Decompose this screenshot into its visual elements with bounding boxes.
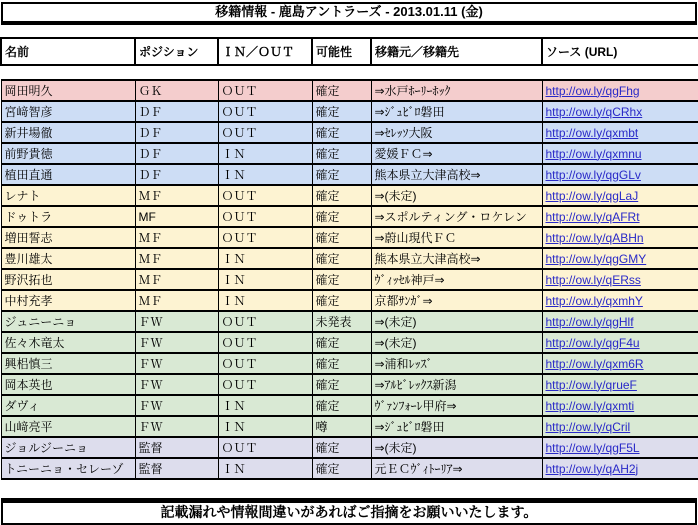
name-cell: 岡田明久 [1, 80, 135, 101]
name-cell: 野沢拓也 [1, 269, 135, 290]
source-link[interactable]: http://ow.ly/qgHlf [545, 314, 634, 329]
transfer-cell: ⇒スポルティング・ロケレン [371, 206, 542, 227]
probability-cell: 未発表 [312, 311, 371, 332]
probability-cell: 確定 [312, 332, 371, 353]
table-row [1, 311, 698, 332]
inout-cell: ＩＮ [218, 164, 312, 185]
source-url-cell [542, 185, 698, 206]
position-cell: ＭＦ [135, 269, 218, 290]
page-title: 移籍情報 - 鹿島アントラーズ - 2013.01.11 (金) [1, 2, 697, 25]
transfer-info-page [0, 2, 698, 525]
column-header-5: ソース (URL) [542, 38, 698, 65]
source-url-cell [542, 143, 698, 164]
position-cell: ＦＷ [135, 374, 218, 395]
source-link[interactable]: http://ow.ly/qAFRt [545, 209, 640, 224]
source-link[interactable]: http://ow.ly/qERss [545, 272, 641, 287]
column-header-0: 名前 [1, 38, 135, 65]
transfer-cell: ⇒ｱﾙﾋﾞﾚｯｸｽ新潟 [371, 374, 542, 395]
transfer-cell: ⇒蔚山現代ＦＣ [371, 227, 542, 248]
source-url-cell [542, 164, 698, 185]
source-url-cell [542, 395, 698, 416]
probability-cell: 確定 [312, 458, 371, 479]
source-url-cell [542, 122, 698, 143]
table-row [1, 269, 698, 290]
column-header-2: ＩＮ／ＯＵＴ [218, 38, 312, 65]
source-link[interactable]: http://ow.ly/qgGLv [545, 167, 641, 182]
source-link[interactable]: http://ow.ly/qABHn [545, 230, 644, 245]
table-row [1, 101, 698, 122]
spacer-row [1, 65, 698, 80]
name-cell: レナト [1, 185, 135, 206]
header-row [1, 38, 698, 65]
inout-cell: ＩＮ [218, 248, 312, 269]
transfer-table [0, 37, 698, 480]
transfer-cell: ⇒ｼﾞｭﾋﾞﾛ磐田 [371, 101, 542, 122]
spacer-cell [1, 65, 698, 80]
position-cell: 監督 [135, 458, 218, 479]
inout-cell: ＯＵＴ [218, 101, 312, 122]
name-cell: ジュニーニョ [1, 311, 135, 332]
source-url-cell [542, 311, 698, 332]
probability-cell: 確定 [312, 290, 371, 311]
transfer-cell: ⇒ｼﾞｭﾋﾞﾛ磐田 [371, 416, 542, 437]
position-cell: ＧＫ [135, 80, 218, 101]
inout-cell: ＯＵＴ [218, 374, 312, 395]
probability-cell: 確定 [312, 269, 371, 290]
name-cell: 植田直通 [1, 164, 135, 185]
name-cell: 増田誓志 [1, 227, 135, 248]
probability-cell: 確定 [312, 185, 371, 206]
table-row [1, 164, 698, 185]
table-row [1, 290, 698, 311]
name-cell: トニーニョ・セレーゾ [1, 458, 135, 479]
inout-cell: ＩＮ [218, 143, 312, 164]
position-cell: ＭＦ [135, 185, 218, 206]
column-header-3: 可能性 [312, 38, 371, 65]
name-cell: 新井場徹 [1, 122, 135, 143]
transfer-cell: 元ＥＣｳﾞｨﾄｰﾘｱ⇒ [371, 458, 542, 479]
source-url-cell [542, 332, 698, 353]
source-link[interactable]: http://ow.ly/qrueF [545, 377, 637, 392]
source-url-cell [542, 101, 698, 122]
inout-cell: ＯＵＴ [218, 185, 312, 206]
table-row [1, 395, 698, 416]
probability-cell: 確定 [312, 353, 371, 374]
table-row [1, 353, 698, 374]
probability-cell: 確定 [312, 227, 371, 248]
name-cell: 前野貴徳 [1, 143, 135, 164]
position-cell: ＤＦ [135, 101, 218, 122]
inout-cell: ＩＮ [218, 416, 312, 437]
transfer-cell: 熊本県立大津高校⇒ [371, 248, 542, 269]
table-row [1, 143, 698, 164]
probability-cell: 確定 [312, 122, 371, 143]
transfer-cell: 京都ｻﾝｶﾞ⇒ [371, 290, 542, 311]
inout-cell: ＩＮ [218, 290, 312, 311]
name-cell: ドゥトラ [1, 206, 135, 227]
position-cell: 監督 [135, 437, 218, 458]
source-url-cell [542, 416, 698, 437]
name-cell: 興梠慎三 [1, 353, 135, 374]
source-url-cell [542, 437, 698, 458]
transfer-cell: ｳﾞｨｯｾﾙ神戸⇒ [371, 269, 542, 290]
transfer-cell: ⇒水戸ﾎｰﾘｰﾎｯｸ [371, 80, 542, 101]
table-row [1, 227, 698, 248]
position-cell: ＦＷ [135, 332, 218, 353]
position-cell: ＤＦ [135, 122, 218, 143]
source-link[interactable]: http://ow.ly/qCRhx [545, 104, 643, 119]
name-cell: 岡本英也 [1, 374, 135, 395]
table-row [1, 185, 698, 206]
source-link[interactable]: http://ow.ly/qgFhg [545, 83, 640, 98]
transfer-cell: ⇒(未定) [371, 437, 542, 458]
inout-cell: ＩＮ [218, 458, 312, 479]
position-cell: ＤＦ [135, 143, 218, 164]
source-link[interactable]: http://ow.ly/qgLaJ [545, 188, 639, 203]
position-cell: MF [135, 206, 218, 227]
table-row [1, 122, 698, 143]
source-link[interactable]: http://ow.ly/qgF5L [545, 440, 640, 455]
probability-cell: 確定 [312, 101, 371, 122]
source-url-cell [542, 206, 698, 227]
transfer-cell: ⇒浦和ﾚｯｽﾞ [371, 353, 542, 374]
source-url-cell [542, 458, 698, 479]
inout-cell: ＯＵＴ [218, 332, 312, 353]
inout-cell: ＯＵＴ [218, 80, 312, 101]
source-url-cell [542, 374, 698, 395]
source-link[interactable]: http://ow.ly/qgF4u [545, 335, 640, 350]
source-url-cell [542, 290, 698, 311]
source-link[interactable]: http://ow.ly/qxmti [545, 398, 635, 413]
inout-cell: ＯＵＴ [218, 227, 312, 248]
source-link[interactable]: http://ow.ly/qxmhY [545, 293, 643, 308]
table-row [1, 416, 698, 437]
position-cell: ＦＷ [135, 395, 218, 416]
name-cell: 宮﨑智彦 [1, 101, 135, 122]
probability-cell: 噂 [312, 416, 371, 437]
table-row [1, 206, 698, 227]
name-cell: 山﨑亮平 [1, 416, 135, 437]
probability-cell: 確定 [312, 248, 371, 269]
name-cell: 佐々木竜太 [1, 332, 135, 353]
position-cell: ＦＷ [135, 311, 218, 332]
inout-cell: ＩＮ [218, 395, 312, 416]
source-link[interactable]: http://ow.ly/qAH2j [545, 461, 639, 476]
column-header-1: ポジション [135, 38, 218, 65]
position-cell: ＦＷ [135, 416, 218, 437]
name-cell: 豊川雄太 [1, 248, 135, 269]
transfer-cell: 愛媛ＦＣ⇒ [371, 143, 542, 164]
probability-cell: 確定 [312, 206, 371, 227]
position-cell: ＤＦ [135, 164, 218, 185]
source-url-cell [542, 269, 698, 290]
table-row [1, 374, 698, 395]
source-link[interactable]: http://ow.ly/qxmbt [545, 125, 639, 140]
footer-note: 記載漏れや情報間違いがあればご指摘をお願いいたします。 [1, 498, 697, 525]
transfer-cell: ⇒(未定) [371, 311, 542, 332]
probability-cell: 確定 [312, 374, 371, 395]
transfer-cell: 熊本県立大津高校⇒ [371, 164, 542, 185]
source-url-cell [542, 248, 698, 269]
probability-cell: 確定 [312, 164, 371, 185]
table-row [1, 437, 698, 458]
transfer-cell: ｳﾞｧﾝﾌｫｰﾚ甲府⇒ [371, 395, 542, 416]
inout-cell: ＩＮ [218, 269, 312, 290]
inout-cell: ＯＵＴ [218, 353, 312, 374]
probability-cell: 確定 [312, 80, 371, 101]
probability-cell: 確定 [312, 437, 371, 458]
table-row [1, 332, 698, 353]
source-url-cell [542, 227, 698, 248]
table-row [1, 80, 698, 101]
table-row [1, 458, 698, 479]
inout-cell: ＯＵＴ [218, 206, 312, 227]
column-header-4: 移籍元／移籍先 [371, 38, 542, 65]
name-cell: ダヴィ [1, 395, 135, 416]
name-cell: ジョルジーニョ [1, 437, 135, 458]
inout-cell: ＯＵＴ [218, 122, 312, 143]
transfer-cell: ⇒ｾﾚｯｿ大阪 [371, 122, 542, 143]
transfer-cell: ⇒(未定) [371, 332, 542, 353]
probability-cell: 確定 [312, 143, 371, 164]
source-link[interactable]: http://ow.ly/qgGMY [545, 251, 647, 266]
source-link[interactable]: http://ow.ly/qxmnu [545, 146, 642, 161]
probability-cell: 確定 [312, 395, 371, 416]
source-url-cell [542, 80, 698, 101]
source-url-cell [542, 353, 698, 374]
table-row [1, 248, 698, 269]
position-cell: ＭＦ [135, 290, 218, 311]
inout-cell: ＯＵＴ [218, 311, 312, 332]
position-cell: ＭＦ [135, 248, 218, 269]
source-link[interactable]: http://ow.ly/qxm6R [545, 356, 644, 371]
inout-cell: ＯＵＴ [218, 437, 312, 458]
name-cell: 中村充孝 [1, 290, 135, 311]
position-cell: ＭＦ [135, 227, 218, 248]
transfer-cell: ⇒(未定) [371, 185, 542, 206]
source-link[interactable]: http://ow.ly/qCril [545, 419, 631, 434]
position-cell: ＦＷ [135, 353, 218, 374]
